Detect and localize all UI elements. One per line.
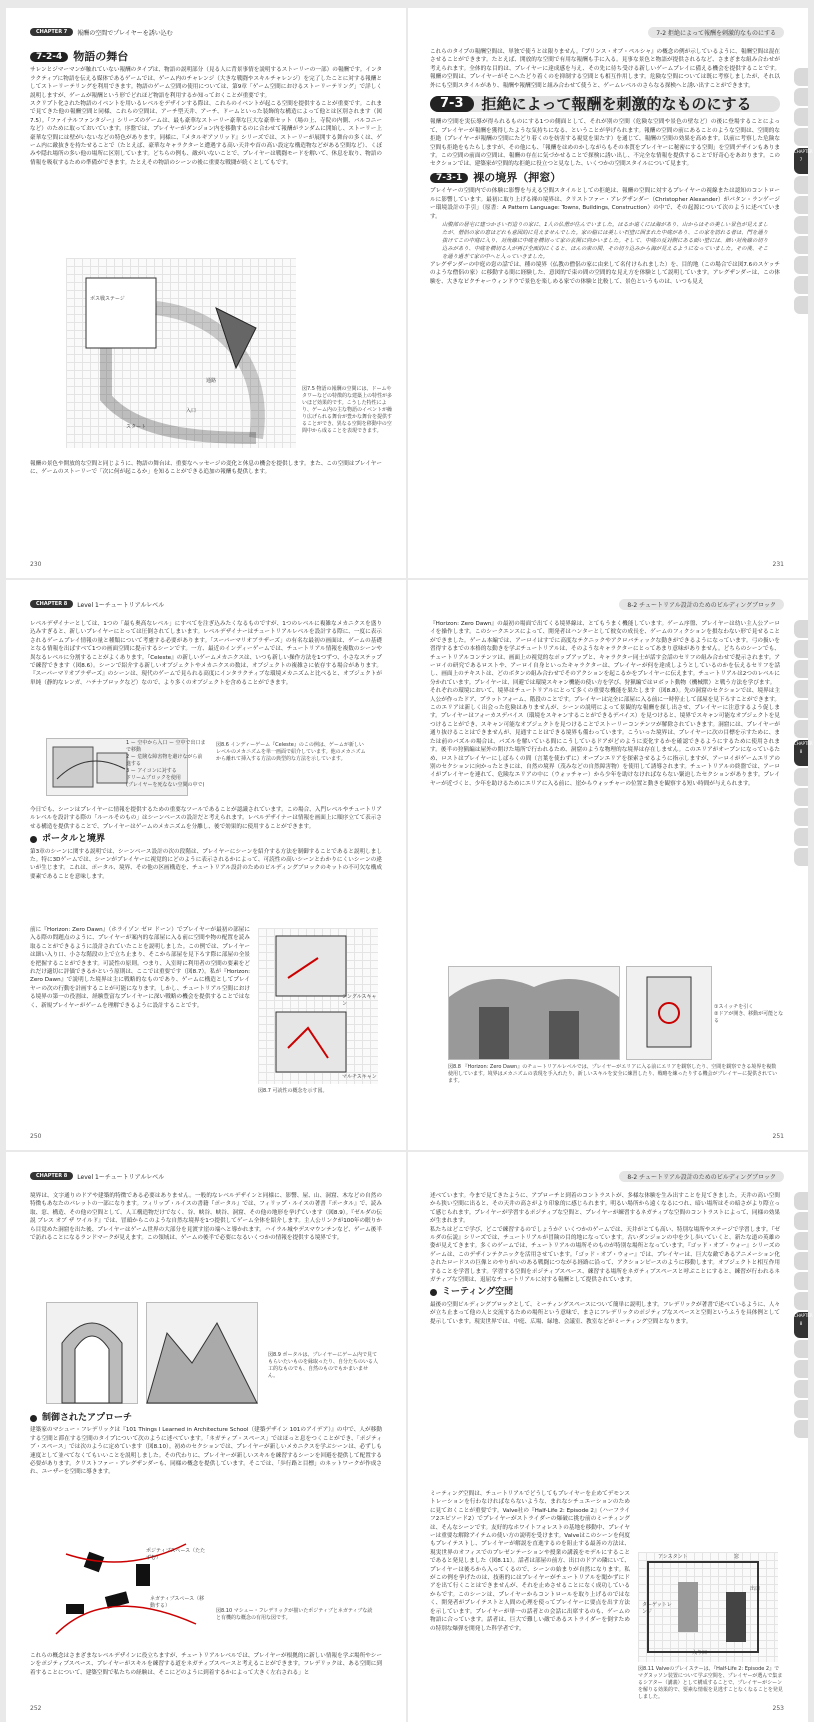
fig-label: ①スイッチを引く (714, 1004, 754, 1010)
chapter-tabs (794, 1192, 813, 1440)
paragraph: 境界は、文字通りのドアや建築的特徴である必要はありません。一般的なレベルデザインと同様に、影響、屋、山、洞窟、木などの自然の特徴もあなたのパレットの一部になります。フィリップ・ルイスの書籍『ポータル』では、フィリップ・ルイスの著書『ポータル』で、読み取、窓、構造、その他の空間として、人工構造物だけでなく、谷、峡谷、峡谷、洞窟、その他の地形を挙げています（図8.9）。『ゼルダの伝説 ブレス オブ ザ ワイルド』では、冒頭からこのような自然な境界を1つ提供してゲーム全体を紹介します。主人公リンクが100年の眠りから目覚めた洞窟を出た後、プレイヤーはゲーム世界の大部分を見渡す崖の端へと導かれます。ハイラル城やデスマウンテンなど、ゲーム後半で訪れることになるランドマークが見えます。この領域は、ゲームの後半で必要になるいくつかの情報を提供する境界です。 (30, 1193, 382, 1242)
page-number: 230 (30, 561, 42, 568)
body-text (30, 1652, 382, 1677)
fig-label: 1 ー 空中から入口 ー 空中で出口まで移動 (126, 740, 206, 753)
chapter-tabs (794, 620, 813, 868)
fig-label-entry: 入口 (186, 408, 197, 414)
paragraph: サレンとジマーマンが触れていない報酬のタイプは、物語の説明部分（見る人に背景事情を説明するストーリーの一部）の報酬です。インタラクティブに物語を伝える媒体であるゲームでは、ゲーム内のチャレンジ（大きな戦闘やスキルチャレンジ）を完了したことに対する報酬としてストーリーテリングを利用できます。物語のゲーム空間の使用については、第9章「ゲーム空間におけるストーリーテリング」で詳しく説明しますが、ゲームが報酬という形でどれほど物語を利用するか知っておくことが重要です。 (30, 67, 382, 99)
header-title: Level 1ーチュートリアルレベル (77, 601, 165, 609)
page-230 (6, 8, 406, 578)
page-number: 231 (772, 561, 784, 568)
bullet-icon (30, 836, 37, 843)
body-text (30, 926, 250, 1010)
tab (794, 1420, 808, 1438)
tab (794, 720, 808, 738)
paragraph: 第3章のシーンに関する説明では、シーンベース設計の次の段階は、プレイヤーにシーンを紹介する方法を制御することであると説明しました。特に3Dゲームでは、シーンがプレイヤーに視覚的にどのように表示されるかによって、可読性の高いシーンとわかりにくいシーンの違いが生じます。これは、ポータル、境界、その他の区画構造を、チュートリアル設計のためのビルディングブロックのキットの不可欠な構成要素であることを意味します。 (30, 848, 382, 880)
tab (794, 620, 808, 638)
subheading (30, 1414, 382, 1422)
tab (794, 1192, 808, 1210)
tab (794, 108, 808, 126)
page-251 (408, 580, 813, 1150)
tab (794, 768, 808, 786)
page-number: 250 (30, 1133, 42, 1140)
body-text (30, 806, 382, 881)
section-title: 物語の舞台 (73, 50, 129, 63)
fig-label-single: シングルスキャン (342, 994, 377, 1007)
fig-labels (714, 1004, 784, 1025)
tab (794, 88, 808, 106)
paragraph: 今日でも、シーンはプレイヤーに情報を提供するための重要なツールであることが認識されています。この場合、入門レベルやチュートリアルレベルを設計する際の「ルールそのもの」はシーンベースの設計だと考えられます。レベルデザイナーは情報を画面上に順序立てて表示させる構造を提供することで、プレイヤーはゲームのメカニズムを分離し、後で効果的に使用することができます。 (30, 807, 382, 830)
figure-8-8-right (626, 966, 712, 1060)
fig-label-boss: ボス戦ステージ (90, 296, 125, 302)
section-heading (30, 52, 382, 62)
page-number: 253 (772, 1705, 784, 1712)
paragraph: 前に『Horizon: Zero Dawn』（ホライゾン ゼロ ドーン）でプレイヤーが最初の部屋に入る際の問題点のように、プレイヤーが案内的な部屋に入る前に空間や物の配置を読み取ることができるように設計されていたことを説明しました。この例では、プレイヤーは細い入り口、小さな階段の上で立ち止まり、そこから部屋を見下ろす際に部屋の全景を把握することができます。可読性の原則。つまり、入室時に利用者の空間の要素をどれだけ適切に評価できるかという原則は、ここでは重要です（図8.7）。私が『Horizon: Zero Dawn』で説明した境界は主に戦略的なものであり、ゲームに構造としてプレイヤーの次の行動を計画することが可能になります。しかし、チュートリアル空間における境界の第一の役割は、経験豊富なプレイヤーに深い戦略の機会を提供することではなく、新規プレイヤーがゲームを理解できるように設計することです。 (30, 927, 250, 1009)
tab (794, 68, 808, 86)
tab (794, 1272, 808, 1290)
fig-label-window: 窓 (734, 1554, 740, 1560)
chapter-pill: CHAPTER 8 (30, 600, 73, 608)
bullet-icon (30, 1415, 37, 1422)
tab (794, 1292, 808, 1310)
running-header (30, 26, 173, 38)
paragraph: それぞれの環境において、境界はチュートリアルにとって多くの重要な機能を果たします（図8.8）。先の洞窟のセクションでは、境界は主人公が作ったドア、プラットフォーム、階段のことです。プレイヤーは完全に部屋に入る前に一時停止して部屋を見下ろすことができます。このエリアは新しく出会った危険はありませんが、シーンの説明によって景観的な報酬を探し出させ、プレイヤーに注意するよう促します。プレイヤーはフォーカスデバイス（環境をスキャンすることができるデバイス）を見つけると、境界でスキャン可能なオブジェクトを見つけることができ、スキャン可能なオブジェクトを見つけることでストーリーコンテンツが解除されていきます。洞窟には、プレイヤーが通り抜けることはできませんが、見通すことはできる境界も備わっています。こういった境界は、プレイヤーに次の目標を示すために、または前のパズルの場合は、パズルを解いている間にこうしているドアがどのように変化するかを確認できるようにするために使用されます。後半の狩猟編は屋外の開けた場所で行われるため、洞窟のような物理的な境界は存在しません。このエリアがオープンになっているため、ロストはプレイヤーにしばらくの間（言葉を使わずに）オープンエリアを探索させるように指示しますが、アーロイがゲームエリアの別のセクションに向かったときには、自然の境界（茂みなどの自然障害物）を使用して誘導されます。チュートリアルの終盤では、アーロイがプレイヤーを連れて、危険なエリアの中に（ウォッチャー）から少年を助けなければならない緊迫したセクションがあります。プレイヤーが近づくと、少年を助けるためにエリアに入る前に、崖からウォッチャーの位置と動きを観察する短い時間が与えられます。 (430, 688, 781, 787)
paragraph: これらの概念はさまざまなレベルデザインに役立ちますが、チュートリアルレベルでは、プレイヤーが根拠的に新しい情報を学ぶ場所やシーンをポジティブスペース、プレイヤーがスキルを練習する道をネガティブスペースと考えることができます。フレデリックは、ある空間に到着することについて、建築空間で私たちの経験は、そこにどのように到着するかによって大きく左右される」と (30, 1653, 382, 1676)
subsection-number: 7-3-1 (430, 173, 468, 183)
figure-8-8-left (448, 966, 620, 1060)
paragraph: レベルデザイナーとしては、1つの「最も奥高なレベル」にすべてを注ぎ込みたくなるものですが、1つのレベルに複雑なメカニクスを盛り込みすぎると、新しいプレイヤーにとっては圧倒されてしまいます。レベルデザイナーはチュートリアルレベルを設計する際に、一度に表示されるゲームプレイ情報の量と種類について考慮する必要があります。「スーパーマリオブラザーズ」の有名な最初の画面は、ゲームの基礎となる情報を出ばすべて1つの画面空間に提示するシーンです。一方、最近のインディーゲームでは、チュートリアル情報を複数のシーンや異なるレベルに分割することがよくあります。『Celeste』の新しいゲームメカニクスは、いつも新しい操作方法を1つずつ、小さなステップで練習できます（図8.6）。シーンで紹介する新しいオブジェクトやメカニクスの数は、オブジェクトの複雑さに依存する場合があります。『スーパーマリオブラザーズ』のシーンは、現代のゲームで見られる高度にインタラクティブな環境メカニズムと比べると、オブジェクトが単純（静的なレンガ、ハテナブロックなど）なので、より多くのオブジェクトを含めることができます。 (30, 621, 382, 686)
running-header (30, 598, 164, 610)
fig-label-path: 通路 (206, 378, 217, 384)
figure-7-5-sketch (66, 258, 296, 448)
tab (794, 296, 808, 314)
tab (794, 128, 808, 146)
fig-label: ②ドアが開き、移動が可能となる (714, 1011, 784, 1024)
running-header (619, 1170, 784, 1182)
subheading-title: ミーティング空間 (442, 1287, 514, 1298)
body-text (430, 1490, 630, 1633)
fig-label-door: 出口 (750, 1586, 761, 1592)
paragraph: 建築家のマシュー・フレデリックは『101 Things I Learned in Architecture School（建築デザイン 101のアイデア）』の中で、人が移動する空間と滞在する空間のタイプについて次のように述べています。「ネガティブ・スペース」ではほっと息をつくことができ、「ポジティブ・スペース」では次のように定めています（図8.10）。初めのセクションでは、プレイヤーが新しいメカニクスを学ぶシーンは、必ずしも速度として並べてなくてもいいことを説明しました。その代わりに、プレイヤーが新しいスキルを練習するシーンを回避を提供して配置する必要があります。クリストファー・アレグザンダーも、同様の概念を提供しています。そこでは、「歩行路と目標」のネットワークが作成され、ユーザーを空間に導きます。 (30, 1427, 382, 1476)
fig-label-positive: ポジティブスペース（たたずむ） (146, 1548, 206, 1561)
section-number: 7-3 (430, 96, 474, 112)
figure-8-7 (258, 928, 378, 1084)
fig-label-target: ターゲットレンジ (642, 1602, 672, 1615)
section-title: 拒絶によって報酬を刺激的なものにする (481, 95, 752, 114)
page-250 (6, 580, 406, 1150)
chapter-pill: CHAPTER 8 (30, 1172, 73, 1180)
tab (794, 1380, 808, 1398)
fig-label: (プレイヤーを死なない空間の中で) (126, 782, 205, 788)
fig-label-negative: ネガティブスペース（移動する） (150, 1596, 205, 1609)
figure-caption: 図8.7 可読性の概念を示す図。 (258, 1088, 328, 1094)
paragraph: これらのタイプの報酬空間は、単独で使うとは限りません。『プリンス・オブ・ペルシャ』の概念の例が示しているように、報酬空間は混在させることができます。たとえば、開放的な空間で有用な報酬も手に入る。見事な景色と物語が提供されるなど、さまざまな組み合わせが考えられます。全体的な目的は、プレイヤーに達成感を与え、その先に待ち受ける新しいゲームプレイに備える機会を提供することです。報酬の空間は、プレイヤーがそこへたどり着くのを抑制する空間とも相互作用します。危険な空間については既に考察しましたが、それ以外にも空間スタイルがあり、報酬や報酬空間と組み合わせて使うと、ゲームレベルのさらなる探検へと誘い出すことができます。 (430, 49, 780, 89)
bullet-icon (430, 1289, 437, 1296)
body-text (30, 48, 382, 167)
fig-label: 3 ー アイコンに対する (126, 768, 177, 774)
paragraph: 報酬の景色や開放的な空間と同じように、物語の舞台は、重要なヘッセージの変化と休息の機会を提供します。また、この空間はプレイヤーに、ゲームのストーリーで「次に何が起こるか」を知ることができる追加の報酬も提供します。 (30, 461, 382, 476)
figure-caption: 図8.10 マシュー・フレデリックが描いたポジティブとネガティブな読と有機的な概念の有用な図です。 (216, 1608, 373, 1621)
tab (794, 848, 808, 866)
tab (794, 808, 808, 826)
tab (794, 788, 808, 806)
figure-caption: 図7.5 物語の報酬の空間には、ドームやタワーなどの特徴的な建築上の特性が多いほど効果的です。こうした特性により、ゲーム内の主な物語のイベントが繰り広げられる舞台が豊かな舞台を提供することができ、異なる空間を移動中の空間中から成ることを表現できます。 (302, 386, 393, 434)
figure-caption: 図8.9 ポータルは、プレイヤーにゲーム内で見てもらいたいものを縁取ったり、自分たちのいる人工的なものでも、自然のものでもかまいません。 (268, 1352, 379, 1379)
tab (794, 196, 808, 214)
page-252 (6, 1152, 406, 1722)
tab (794, 176, 808, 194)
tab (794, 680, 808, 698)
arch-sketch (47, 1303, 137, 1403)
tab (794, 236, 808, 254)
fig-label-multi: マルチスキャン (342, 1074, 377, 1080)
paragraph: 最後の空間ビルディングブロックとして、ミーティングスペースについて簡単に説明します。フレデリックが著書で述べているように、人々が立ち止まって他の人と交流するための場所という意味で、まさにフレデリックのポジティブなスペースと空間というふうを具体例として提示しています。現実世界では、中庭、広場、緑地、会議室、教室などがミーティング空間となります。 (430, 1301, 780, 1325)
tab (794, 828, 808, 846)
paragraph: アレグザンダーの中庭の窓の話では、種の境界（仏教の僧侶の家に由来して名付けられました）を、目的地（この場合では図7.6のスケッチのような僧侶の家）に移動する間に経験した、意図的で束の間の空間的な見え方を体験として説明しています。アレグザンダーは、この体験を、大きなピクチャーウィンドウで景色を楽しめる家での体験と比較して、景色というものは、いつも見え (430, 261, 780, 285)
figure-caption: 図8.8 『Horizon: Zero Dawn』のチュートリアルレベルでは、プレイヤーがエリアに入る前にエリアを観察したり、空間を観察できる境界を複数使用しています。境界はメカニズムの表現を手入れたり、新しいスキルを安全に練習したり、戦略を練ったりする機会がプレイヤーに提供されています。 (448, 1064, 778, 1084)
body-text (430, 1192, 780, 1326)
header-title: 8-2 チュートリアル設計のためのビルディングブロック (619, 1171, 784, 1182)
running-header (619, 598, 784, 610)
page-number: 252 (30, 1705, 42, 1712)
fig-label: 2 ー 危険な障害物を避けながら前進する (126, 754, 203, 767)
figure-caption: 図8.11 Valveのプレイステーは、『Half-Life 2: Episode 2』でマグヌッソン装置について学ぶ空間を、プレイヤーが選んで集まるシアター（講義）として構成することで、プレイヤーがシーンを解りる効果的で、要素な情報を見逃すことなくなることを発見しました。 (638, 1666, 783, 1700)
paragraph: 報酬の空間を実伝導が得られるものにする1つの側面として、それが別の空間（危険な空間や景色の壁など）の後に登場することによって、プレイヤーが報酬を獲得したような気持ちになる、ということが挙げられます。報酬の空間の前にあることのような空間は、空間的な拒絶（プレイヤーが報酬の空間にたどり着くのを妨害する視覚を果たす）を通じて、報酬の空間の効果を高めます。以前に考察した危険な空間も拒絶をもたらしますが、その他にも、「報酬をはめのかしながらもその本質をプレイヤーに秘密にする空間」を空間デザインもあります。この空間の前面の空間は、報酬の存在に気づかせることで探検に誘い出し、不完全な情報を提供することで好奇心をあおります。このセクションでは、建築家が空間的な拒絶に役立つと見なした、いくつかの空間スタイルについて見ます。 (430, 119, 780, 168)
running-header (30, 1170, 164, 1182)
subsection-heading (430, 170, 780, 184)
cliff-sketch (147, 1303, 257, 1403)
tab (794, 1360, 808, 1378)
paragraph: 私たちはどこで学び、どこで練習するのでしょうか？いくつかのゲームでは、天井がとても高い、特別な場所やステージで学習します。『ゼルダの伝説』シリーズでは、チュートリアルが冒険の目的地になっています。古いダンジョンの中を少し歩いていくと、新たな道の英雄の姿が見えてきます。多くのゲームでは、チュートリアルの場所そのものが特別な場所となっています。『ゴッド・オブ・ウォー』シリーズのゲームは、このデザインテクニックを活用させています。『ゴッド・オブ・ウォー』では、プレイヤーは、巨大な敵であるアニメーション化されたロードスの巨像とのやりがいのある戦闘につながる経路に沿って、アクションピースのように移動します。オブジェクトと相互作用することを学習します。学習する空間をポジティブスペース、練習する場所をネガティブスペースと呼ぶことにすると、練習が行われるネガティブな空間は、退屈なチュートリアルに対する報酬として提供されています。 (430, 1226, 780, 1284)
paragraph: スクリプト化された物語のイベントを用いるレベルをデザインする際は、これらのイベントが起こる空間を提供することが重要です。これまで見てきた他の報酬空間と同様、これらの空間は、アーチ型天井、アーチ、ドームといった装飾的な構造によって他とは区別されます（図7.5）。『ファイナルファンタジー』シリーズのゲームは、最も豪華なストーリー豪華な巨大な豪華セット（場の上、寺院の内側、バルコニーなど）のために取っておいています。序盤では、プレイヤーがダンジョン内を移動するのに合わせて報酬がランダムに開始し、ストーリー上豪華な空間には壁がいないなどの特色があります。同様に、『メタルギアソリッド』シリーズでは、ストーリーが展開する舞台の多くは、ゲーム内に敵抜きを持たせることで（たとえば、豪華なキャラクターと遭遇する高い天井や首の高い設定な構造物などがある空間など）、くぼみや隠れ場所の多い他の場所に区別しています。どちらの例も、敵がいないことで、プレイヤーは戦闘モードを解いて、休息を取り、物語の情報を吸収するための準備ができます。たとえその物語のシーンの後に重要な戦闘が続くとしてもです。 (30, 101, 382, 166)
figure-8-10 (46, 1534, 206, 1646)
page-253 (408, 1152, 813, 1722)
subheading-title: ポータルと境界 (42, 834, 106, 845)
body-text (430, 620, 780, 788)
tab (794, 660, 808, 678)
header-title: 7-2 拒絶によって報酬を刺激的なものにする (648, 27, 784, 38)
chapter-tab-active: CHAPTER 7 (794, 148, 808, 174)
body-text (30, 1410, 382, 1477)
subheading-title: 制御されたアプローチ (42, 1413, 133, 1423)
section-number: 7-2-4 (30, 52, 68, 62)
chapter-tabs (794, 68, 813, 316)
page-231 (408, 8, 813, 578)
chapter-tab-active: CHAPTER 8 (794, 1312, 808, 1338)
fig-label: ドリームブロックを使用 (126, 775, 181, 781)
door-sketch (627, 967, 711, 1059)
paragraph: プレイヤーの空間内での体験に影響を与える空間スタイルとしての拒絶は、報酬の空間に対するプレイヤーの視線または認知のコントロールに影響しています。最初に取り上げる裸の境界は、クリストファー・アレグザンダー（Christopher Alexander）がパタン・ランゲージ ー環境設計の手引」（原書：A Pattern Language: Towns, Buildings, Construction）の中で、その起源について次のように述べています。 (430, 188, 780, 220)
tab (794, 1252, 808, 1270)
tab (794, 276, 808, 294)
tab (794, 1340, 808, 1358)
tab (794, 1232, 808, 1250)
figure-7-5 (66, 258, 296, 448)
figure-8-9-right (146, 1302, 258, 1404)
chapter-tab-active: CHAPTER 8 (794, 740, 808, 766)
body-text (30, 460, 382, 477)
paragraph: ミーティング空間は、チュートリアルでどうしてもプレイヤーを止めてデモンストレーションを行わなければならないような、まれなシチュエーションのために見ておくことが重要です。Valve社の『Half-Life 2: Episode 2』（ハーフライフ2エピソード2）でプレイヤーがストライダーの爆破に挑む前のミーティングは、そんなシーンです。友好的なホワイトフォレストの基地を移動中、プレイヤーは重要な解除アイテムの使い方の説明を受けます。Valveはこのシーンを何度もプレイテストし、プレイヤーが解説を直進するのを阻止する最善の方法は、現実世界のオフィスでのプレゼンテーションや授業の講義をモデルにすることであると発見しました（図8.11）。話者は部屋の前方、出口のドアの隣にいて、プレイヤーは後ろから入ってくるので、シーンの始まりが自然になります。私がこの例を挙げたのは、技術的にはプレイヤーがチュートリアルを聞かずにドアを出て行くことはできませんが、それを止めさせることになく成功しているからです。このシーンは、プレイヤーからコントロールを取り上げるのではなく、開発者がプレイテストと人間の心理を使ってプレイヤーに要点を出す方法を示しています。プレイヤーが単一の話者との会話に出席するのも、ゲームの物語に合っています。話者は、巨大で難しい敵であるストライダーを倒すための特別な爆弾を開発した科学者です。 (430, 1491, 630, 1632)
figure-8-11 (638, 1552, 778, 1662)
paragraph: 『Horizon: Zero Dawn』の最初の場面で出てくる境界線は、とてもうまく機能しています。ゲーム序盤、プレイヤーは幼い主人公アーロイを操作します。このシークエンスによって、開発者はハンターとして彼女の成長を、ゲームのフィクションを損なわない形で見せることができました。ゲーム本編では、アーロイはすでに高度なテクニックやアクロバティックな動きができるようになっています。弓の扱いを習得するまでの本格的な動きを学ぶチュートリアルは、そのようなキャラクターにとってあまり意味がありません。どちらのシーンでも、チュートリアルコンテンツは、画面上の視覚的なポップアップと、キャラクター同士が話す会話のセリフの組み合わせで提示されます。アーロイの研究であるロストや、アーロイ自身といったキャラクターは、プレイヤーが何を達成しようとしているのかを伝えるセリフを話し、画面上のテキストは、どのボタンの組み合わせでそのアクションを起こるかをプレイヤーに伝えます。チュートリアルは2つのレベルに分かれています。プレイヤーは、回避では環境スキャン機能の使い方を学び、狩猟編ではロボット動物（機械獣）と戦う方法を学びます。 (430, 621, 780, 686)
tab (794, 700, 808, 718)
running-header (648, 26, 784, 38)
figure-caption: 図8.6 インディーゲーム『Celeste』のこの例は、ゲームが新しいレベルのメカニズムを単一画面で紹介しています。他のメカニズムから離れて挿入する方法の典型的な方法を示しています。 (216, 742, 366, 762)
tab (794, 256, 808, 274)
tab (794, 1400, 808, 1418)
tab (794, 640, 808, 658)
section-heading (430, 96, 780, 112)
body-text (30, 620, 382, 687)
header-title: 8-2 チュートリアル設計のためのビルディングブロック (619, 599, 784, 610)
cave-sketch (449, 967, 619, 1059)
chapter-pill: CHAPTER 7 (30, 28, 73, 36)
tab (794, 216, 808, 234)
body-text (430, 48, 780, 286)
page-number: 251 (772, 1133, 784, 1140)
body-text (30, 1192, 382, 1242)
subsection-title: 裸の境界（押窓） (473, 170, 562, 184)
subheading (430, 1288, 780, 1296)
figure-8-9-left (46, 1302, 138, 1404)
paragraph: 述べています。今まで見てきたように、アプローチと到着のコントラストが、多様な体験を生み出すことを見てきました。天井の高い空間から狭い空間に出ると、その天井の高さがより印象的に感じられます。明るい場所から遠くなるにつれ、暗い場所はその暗さがより際立って感じられます。プレイヤーが学習するポジティブな空間と、プレイヤーが練習するネガティブな空間のコントラストによって、同様の効果が生まれます。 (430, 1193, 780, 1225)
block-quote: 山腹部の居宅に建つかさい石造りの家に、1人の仏僧が住んでいました。はるか遠くには海があり、山からはその美しい景色が見えましたが、僧侶の家の窓はどれも意図的に見えませんでした。家の脇には美しい石壁に囲まれた中庭があり、この家を訪れる者は、門を通り抜けてこの中庭に入り、対角線に中庭を横切って家の玄関に向かいました。そして、中庭の反対側にある面い壁には、細い対角線の切り込みがあり、中庭を横切る人が再び全面的にくると、ほんの束の間、その切り込みから海が見えるようになっていました。その後、そこを通り過ぎて家の中へと入っていきました。 (442, 221, 768, 260)
fig-label-start: スタート (126, 424, 147, 430)
header-title: 報酬の空間でプレイヤーを誘い込む (77, 29, 173, 37)
header-title: Level 1ーチュートリアルレベル (77, 1173, 165, 1181)
tab (794, 1212, 808, 1230)
subheading (30, 835, 382, 843)
fig-label-entry: 入り口 (692, 1650, 708, 1656)
fig-labels (126, 740, 206, 789)
fig-label-speaker: アシスタント (658, 1554, 688, 1560)
